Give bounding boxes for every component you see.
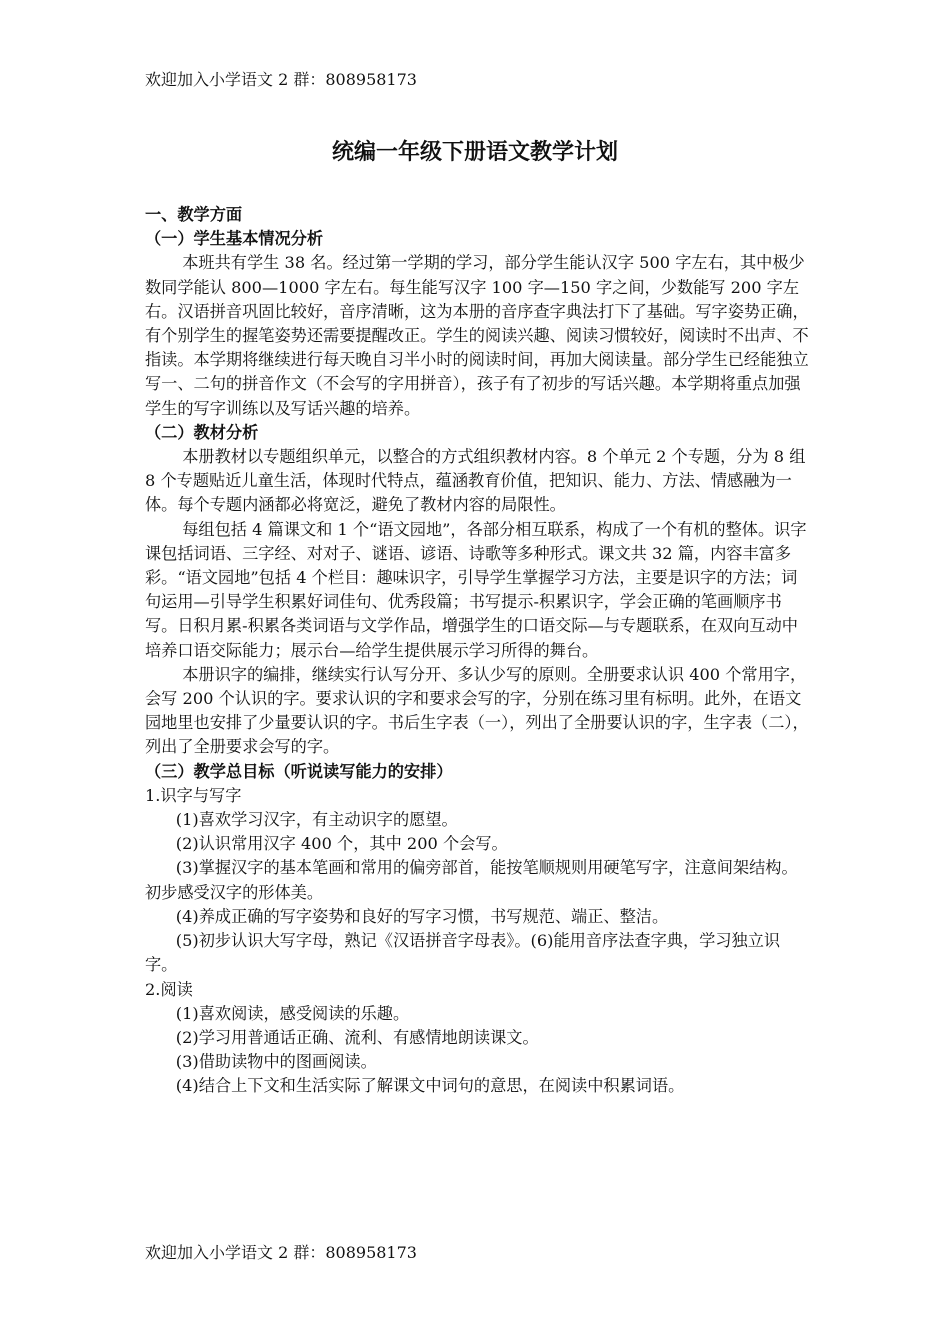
goal-group-label-reading: 2.阅读 <box>145 979 193 999</box>
page-header-text: 欢迎加入小学语文 2 群：808958173 <box>145 70 417 89</box>
goal-item: (1)喜欢阅读，感受阅读的乐趣。 <box>175 1003 410 1023</box>
goal-item: (1)喜欢学习汉字，有主动识字的愿望。 <box>175 810 458 830</box>
goal-item: (5)初步认识大写字母，熟记《汉语拼音字母表》。(6)能用音序法查字典，学习独立识字。 <box>145 931 781 975</box>
goal-item: (2)学习用普通话正确、流利、有感情地朗读课文。 <box>175 1027 539 1047</box>
paragraph-students: 本班共有学生 38 名。经过第一学期的学习，部分学生能认汉字 500 字左右，其中极少数同学能认 800—1000 字左右。每生能写汉字 100 字—150 字之间，少数能写 200 字左右。汉语拼音巩固比较好，音序清晰，这为本册的音序查字典法打下了基础。写字姿势正确，有个别学生的握笔姿势还需要提醒改正。学生的阅读兴趣、阅读习惯较好，阅读时不出声、不指读。本学期将继续进行每天晚自习半小时的阅读时间，再加大阅读量。部分学生已经能独立写一、二句的拼音作文（不会写的字用拼音），孩子有了初步的写话兴趣。本学期将重点加强学生的写字训练以及写话兴趣的培养。 <box>145 253 809 418</box>
goal-item: (3)借助读物中的图画阅读。 <box>175 1052 377 1072</box>
goal-item: (4)结合上下文和生活实际了解课文中词句的意思，在阅读中积累词语。 <box>175 1076 685 1096</box>
goal-item: (4)养成正确的写字姿势和良好的写字习惯，书写规范、端正、整洁。 <box>175 906 669 926</box>
paragraph-textbook-1: 本册教材以专题组织单元，以整合的方式组织教材内容。8 个单元 2 个专题，分为 8 组 8 个专题贴近儿童生活，体现时代特点，蕴涵教育价值，把知识、能力、方法、情感融为一体。每个专题内涵都必将宽泛，避免了教材内容的局限性。 <box>145 447 806 515</box>
paragraph-textbook-2: 每组包括 4 篇课文和 1 个“语文园地”，各部分相互联系，构成了一个有机的整体。识字课包括词语、三字经、对对子、谜语、谚语、诗歌等多种形式。课文共 32 篇，内容丰富多彩。“语文园地”包括 4 个栏目：趣味识字，引导学生掌握学习方法，主要是识字的方法；词句运用—引导学生积累好词佳句、优秀段篇；书写提示-积累识字，学会正确的笔画顺序书写。日积月累-积累各类词语与文学作品，增强学生的口语交际—与专题联系，在双向互动中培养口语交际能力；展示台—给学生提供展示学习所得的舞台。 <box>145 519 807 660</box>
subsection-heading-textbook: （二）教材分析 <box>145 422 259 442</box>
subsection-heading-students: （一）学生基本情况分析 <box>145 229 324 249</box>
subsection-heading-goals: （三）教学总目标（听说读写能力的安排） <box>145 761 453 781</box>
section-heading-teaching: 一、教学方面 <box>145 205 243 224</box>
goal-item: (2)认识常用汉字 400 个，其中 200 个会写。 <box>175 834 508 854</box>
document-body <box>145 203 810 1099</box>
page-footer-text: 欢迎加入小学语文 2 群：808958173 <box>145 1243 417 1262</box>
document-title: 统编一年级下册语文教学计划 <box>331 140 618 165</box>
goal-item: (3)掌握汉字的基本笔画和常用的偏旁部首，能按笔顺规则用硬笔写字，注意间架结构。初步感受汉字的形体美。 <box>145 858 798 902</box>
goal-group-label-literacy: 1.识字与写字 <box>145 785 242 805</box>
paragraph-textbook-3: 本册识字的编排，继续实行认写分开、多认少写的原则。全册要求认识 400 个常用字，会写 200 个认识的字。要求认识的字和要求会写的字，分别在练习里有标明。此外，在语文园地里也安排了少量要认识的字。书后生字表（一），列出了全册要认识的字，生字表（二），列出了全册要求会写的字。 <box>145 664 809 757</box>
